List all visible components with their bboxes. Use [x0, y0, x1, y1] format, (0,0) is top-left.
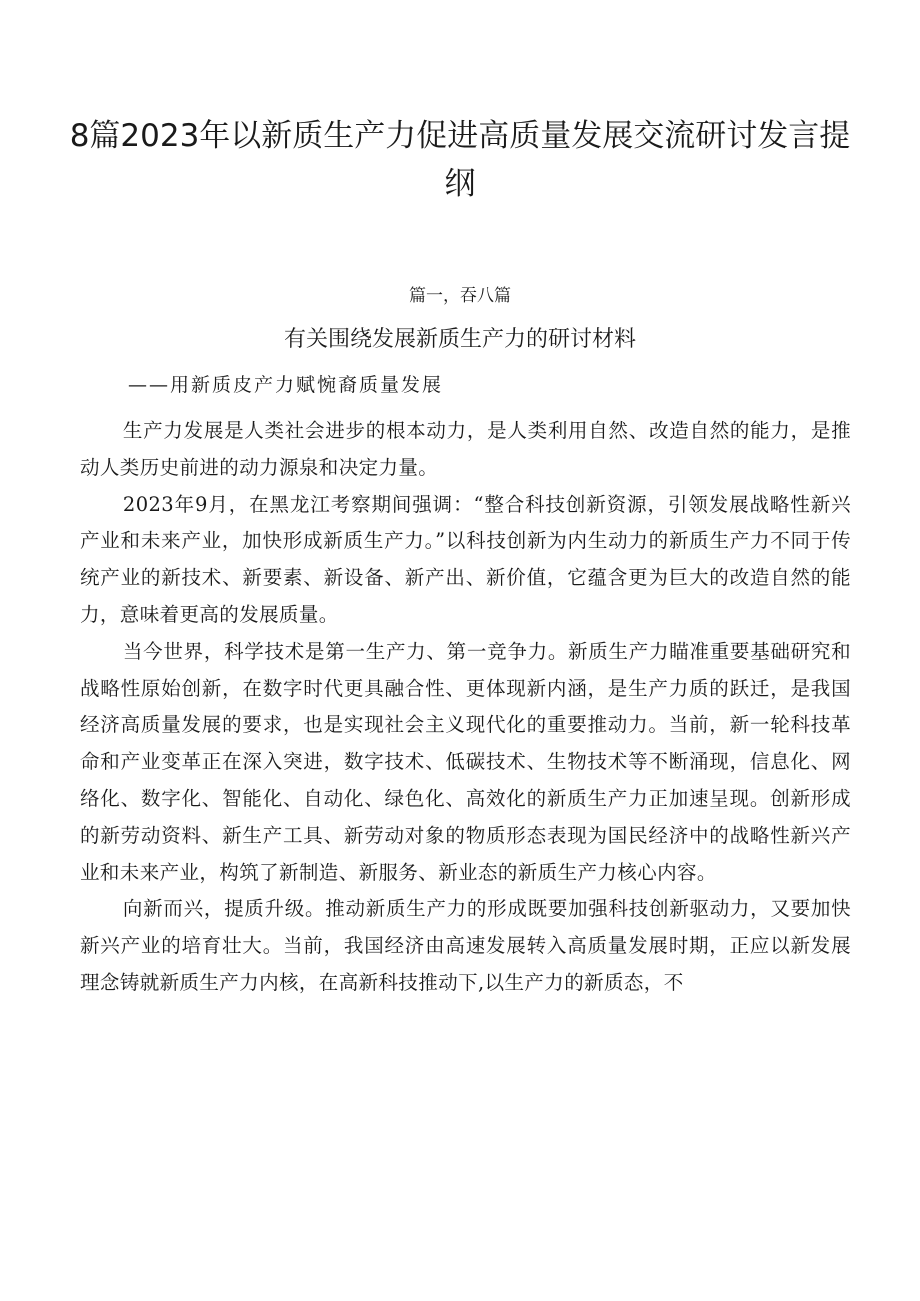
subtitle: ——用新质皮产力赋惋裔质量发展 [128, 374, 444, 396]
body-text [80, 413, 851, 1002]
paragraph-1: 生产力发展是人类社会进步的根本动力，是人类利用自然、改造自然的能力，是推动人类历史前进的动力源泉和决定力量。 [80, 419, 851, 479]
document-title: 8篇2023年以新质生产力促进高质量发展交流研讨发言提纲 [69, 118, 851, 202]
part-label: 篇一，吞八篇 [409, 286, 511, 306]
part-title: 有关围绕发展新质生产力的研讨材料 [283, 327, 636, 352]
paragraph-3: 当今世界，科学技术是第一生产力、第一竞争力。新质生产力瞄准重要基础研究和战略性原始创新，在数字时代更具融合性、更体现新内涵，是生产力质的跃迁，是我国经济高质量发展的要求，也是实现社会主义现代化的重要推动力。当前，新一轮科技革命和产业变革正在深入突进，数字技术、低碳技术、生物技术等不断涌现，信息化、网络化、数字化、智能化、自动化、绿色化、高效化的新质生产力正加速呈现。创新形成的新劳动资料、新生产工具、新劳动对象的物质形态表现为国民经济中的战略性新兴产业和未来产业，构筑了新制造、新服务、新业态的新质生产力核心内容。 [80, 639, 851, 884]
paragraph-4: 向新而兴，提质升级。推动新质生产力的形成既要加强科技创新驱动力，又要加快新兴产业的培育壮大。当前，我国经济由高速发展转入高质量发展时期，正应以新发展理念铸就新质生产力内核，在高新科技推动下,以生产力的新质态，不 [80, 897, 851, 994]
paragraph-2: 2023年9月，在黑龙江考察期间强调：“整合科技创新资源，引领发展战略性新兴产业和未来产业，加快形成新质生产力。”以科技创新为内生动力的新质生产力不同于传统产业的新技术、新要素、新设备、新产出、新价值，它蕴含更为巨大的改造自然的能力，意味着更高的发展质量。 [80, 492, 851, 626]
